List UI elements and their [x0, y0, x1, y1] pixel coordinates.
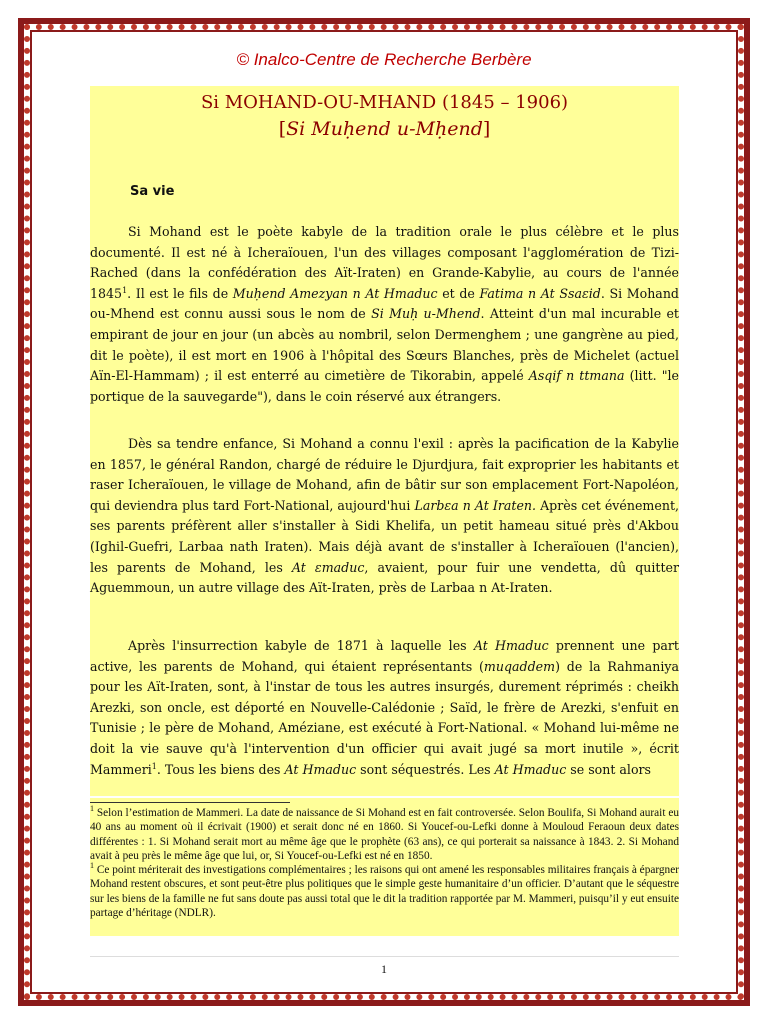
- text-run: et de: [437, 285, 480, 301]
- text-run: Dès sa tendre enfance, Si Mohand a connu l'exil : après la pacification de la Kabylie en 1857, le général Randon, chargé de réduire le Djurdjura, fait exproprier les habitants et raser Icheraïouen, le village de Mohand, afin de bâtir sur son emplacement Fort-Napoléon, qui deviendra plus tard Fort-National, aujourd'hui: [90, 436, 679, 513]
- footnote-2: $^1$ Ce point mériterait des investigations complémentaires ; les raisons qui ont amené les responsables militaires français à épargner Mohand restent obscures, et sont peut-être plus politiques que le simple geste humanitaire d’un officier. D’autant que le séquestre sur les biens de la famille ne fut sans doute pas aussi total que le dit la tradition rapportée par M. Mammeri, puisqu’il y eut ensuite partage d’héritage (NDLR).: [90, 861, 679, 920]
- text-run: . Atteint d'un mal incurable et empirant de jour en jour (un abcès au nombril, selon Dermenghem ; une gangrène au pied, dit le poète), il est mort en 1906 à l'hôpital des Sœurs Blanches, près de Michelet (actuel Aïn-El-Hammam) ; il est enterré au cimetière de Tikorabin, appelé: [90, 306, 679, 384]
- text-run: . Tous les biens des: [156, 761, 285, 777]
- text-run: se sont alors: [566, 761, 652, 777]
- italic-term: At Hmaduc: [494, 761, 567, 777]
- footnotes: [90, 806, 679, 920]
- text-run: ) de la Rahmaniya pour les Aït-Iraten, sont, à l'instar de tous les autres insurgés, durement réprimés : cheikh Arezki, son oncle, est déporté en Nouvelle-Calédonie ; Saïd, le frère de Arezki, s'enfuit en Tunisie ; le père de Mohand, Améziane, est exécuté à Fort-National. « Mohand lui-même ne doit la vie sauve qu'à l'intervention d'un officier qui avait jugé sa mort inutile », écrit Mammeri: [90, 658, 679, 777]
- section-heading: Sa vie: [130, 184, 175, 199]
- text-run: . Si Mohand ou-Mhend est connu aussi sous le nom de: [90, 285, 679, 322]
- text-run: (litt. "le portique de la sauvegarde"), dans le coin réservé aux étrangers.: [90, 368, 679, 404]
- footnote-1: $^1$ Selon l’estimation de Mammeri. La date de naissance de Si Mohand est en fait controversée. Selon Boulifa, Si Mohand aurait eu 40 ans au moment où il écrivait (1900) et serait donc né en 1860. Si Youcef-ou-Lefki donne à Mouloud Feraoun deux dates différentes : 1. Si Mohand serait mort au même âge que le prophète (63 ans), ce qui porterait sa naissance à 1843. 2. Si Mohand avait à peu près le même âge que lui, or, Si Youcef-ou-Lefki est né en 1850.: [90, 804, 679, 862]
- page-footer-line: [90, 956, 679, 957]
- text-run: sont séquestrés. Les: [356, 761, 495, 777]
- paragraph-1: [90, 222, 679, 407]
- italic-term: muqaddem: [483, 658, 556, 674]
- text-run: Après cet événement, ses parents préfèrent aller s'installer à Sidi Khelifa, un petit hameau situé près d'Akbou (Ighil-Guefri, Larbaa nath Iraten). Mais déjà avant de s'installer à Icheraïouen (l'ancien), les parents de Mohand, les: [90, 497, 680, 575]
- italic-term: Asqif n ttmana: [528, 368, 625, 384]
- page-title: Si MOHAND-OU-MHAND (1845 – 1906): [200, 92, 569, 113]
- italic-term: At ɛmaduc: [291, 559, 365, 575]
- italic-term: Fatima n At Ssaɛid: [479, 285, 601, 301]
- italic-term: At Hmaduc: [284, 761, 357, 777]
- text-run: prennent une part active, les parents de Mohand, qui étaient représentants (: [90, 638, 679, 674]
- page-number: 1: [381, 962, 387, 976]
- italic-term: Si Muḥ u-Mhend: [371, 306, 481, 322]
- footnote-ref: 1: [151, 761, 157, 771]
- text-run: , avaient, pour fuir une vendetta, dû quitter Aguemmoun, un autre village des Aït-Iraten, près de Larbaa n At-Iraten.: [90, 559, 679, 596]
- text-run: Après l'insurrection kabyle de 1871 à laquelle les: [128, 638, 474, 653]
- footnote-separator: [90, 802, 290, 803]
- page-header: © Inalco-Centre de Recherche Berbère: [236, 50, 532, 69]
- paragraph-2: [90, 434, 679, 599]
- subtitle-berber-name: Si Muḥend u-Mḥend: [286, 118, 483, 140]
- italic-term: Larbɛa n At Iraten.: [414, 497, 537, 513]
- text-run: . Il est le fils de: [127, 285, 233, 301]
- text-run: Si Mohand est le poète kabyle de la tradition orale le plus célèbre et le plus documenté. Il est né à Icheraïouen, l'un des villages composant l'agglomération de Tizi-Rached (dans la confédération des Aït-Iraten) en Grande-Kabylie, au cours de l'année 1845: [90, 224, 679, 301]
- paragraph-3: [90, 636, 679, 796]
- page-subtitle: [Si Muḥend u-Mḥend]: [278, 118, 491, 140]
- italic-term: Muḥend Amezyan n At Hmaduc: [232, 285, 438, 301]
- footnote-ref: 1: [122, 285, 128, 295]
- italic-term: At Hmaduc: [473, 638, 549, 653]
